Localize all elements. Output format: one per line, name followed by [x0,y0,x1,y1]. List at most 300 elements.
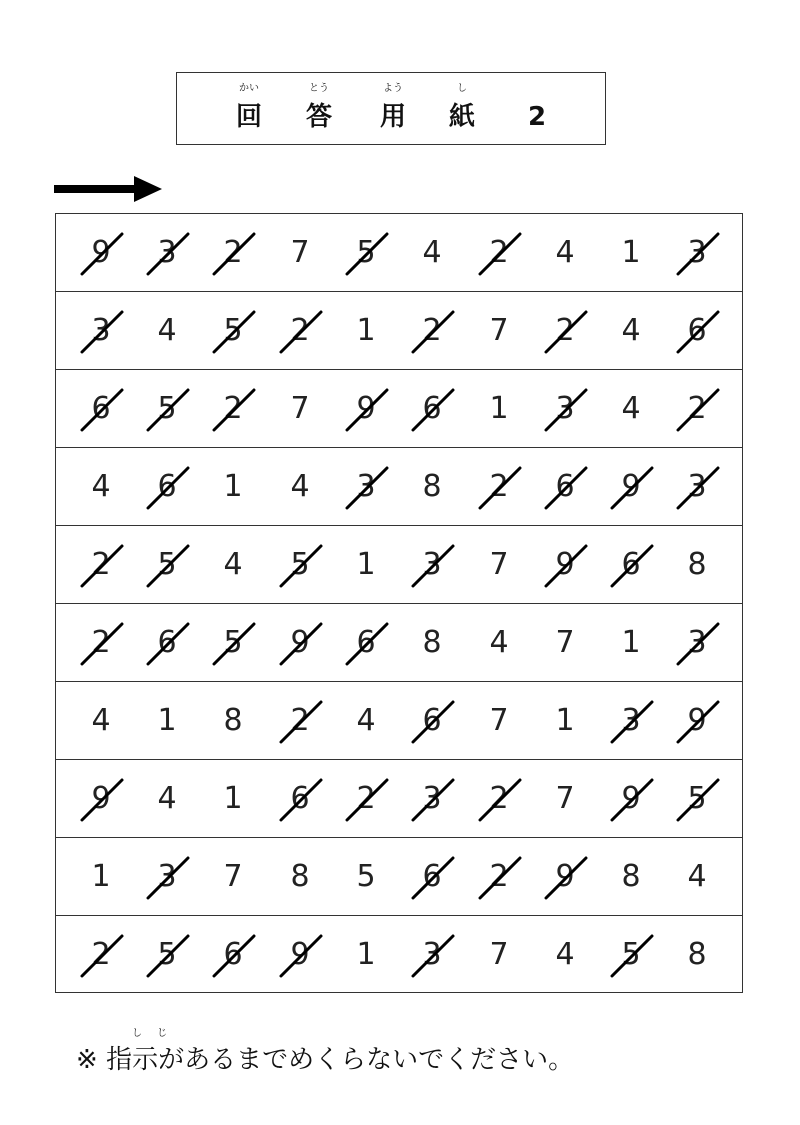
digit: 9 [555,547,575,582]
title-char [442,83,482,133]
strike-mark [76,540,126,590]
strike-line [214,624,254,664]
digit-cell [68,292,134,370]
title-ruby: よう [383,83,403,94]
strike-mark [275,306,325,356]
digit: 8 [621,859,641,894]
strike-mark [606,462,656,512]
strike-line [82,780,122,820]
answer-grid [55,213,743,993]
digit: 3 [621,703,641,738]
grid-row [56,448,742,526]
digit: 6 [91,391,111,426]
digit: 1 [621,235,641,270]
strike-line [214,936,254,976]
digit-cell [134,526,200,604]
digit-cell [267,916,333,994]
digit: 6 [223,937,243,972]
digit: 9 [91,781,111,816]
strike-mark [407,540,457,590]
digit: 1 [223,469,243,504]
digit-cell [134,916,200,994]
grid-row [56,526,742,604]
title-char-text: 用 [379,102,406,132]
strike-mark [275,930,325,980]
strike-line [347,780,387,820]
strike-line [612,936,652,976]
digit: 4 [157,313,177,348]
digit: 6 [422,703,442,738]
digit: 9 [555,859,575,894]
digit-cell [664,214,730,292]
title-char [229,83,269,133]
strike-line [546,546,586,586]
digit: 5 [223,625,243,660]
strike-line [612,780,652,820]
digit: 6 [356,625,376,660]
digit-cell [267,526,333,604]
digit: 2 [356,781,376,816]
digit: 8 [422,625,442,660]
digit-cell [466,682,532,760]
digit-cell [333,916,399,994]
digit: 5 [356,859,376,894]
right-arrow-icon [54,176,164,202]
strike-line [82,624,122,664]
digit: 6 [621,547,641,582]
strike-mark [606,774,656,824]
strike-mark [407,306,457,356]
strike-line [281,780,321,820]
digit-cell [532,214,598,292]
digit-cell [200,760,266,838]
strike-mark [474,852,524,902]
strike-line [612,468,652,508]
digit-cell [333,214,399,292]
digit-cell [200,604,266,682]
digit: 7 [290,235,310,270]
strike-mark [474,228,524,278]
strike-line [281,546,321,586]
digit: 4 [687,859,707,894]
digit-cell [134,760,200,838]
strike-mark [142,930,192,980]
digit: 3 [157,235,177,270]
digit: 4 [489,625,509,660]
digit-cell [68,370,134,448]
digit: 7 [489,937,509,972]
note-text: 指示があるまでめくらないでください。 [106,1045,575,1075]
digit-cell [333,838,399,916]
digit: 3 [157,859,177,894]
strike-mark [208,228,258,278]
digit-cell [598,682,664,760]
digit: 3 [687,235,707,270]
title-char [517,101,557,133]
digit-cell [68,448,134,526]
digit-cell [399,604,465,682]
digit: 9 [356,391,376,426]
digit-cell [68,916,134,994]
strike-mark [341,462,391,512]
digit-cell [333,370,399,448]
strike-mark [341,384,391,434]
digit-cell [466,526,532,604]
note-mark: ※ [76,1045,98,1075]
grid-row [56,292,742,370]
digit-cell [200,448,266,526]
digit: 1 [91,859,111,894]
strike-line [480,780,520,820]
digit: 4 [555,937,575,972]
digit: 1 [555,703,575,738]
strike-line [413,858,453,898]
digit-cell [664,838,730,916]
strike-mark [142,618,192,668]
strike-line [678,468,718,508]
strike-line [546,858,586,898]
strike-line [678,624,718,664]
digit-cell [532,526,598,604]
digit: 5 [687,781,707,816]
strike-line [546,468,586,508]
title-ruby: かい [239,83,259,94]
strike-mark [142,384,192,434]
strike-line [214,390,254,430]
digit-cell [134,214,200,292]
digit: 3 [555,391,575,426]
strike-mark [142,852,192,902]
title-char [373,83,413,133]
digit: 2 [91,937,111,972]
digit-cell [598,214,664,292]
digit: 1 [223,781,243,816]
strike-line [148,468,188,508]
digit: 4 [290,469,310,504]
strike-line [678,702,718,742]
digit-cell [532,370,598,448]
strike-line [480,858,520,898]
digit: 5 [157,937,177,972]
digit: 6 [157,469,177,504]
strike-line [82,936,122,976]
digit-cell [68,526,134,604]
digit-cell [466,292,532,370]
strike-line [347,624,387,664]
digit-cell [598,916,664,994]
strike-mark [208,306,258,356]
digit-cell [466,760,532,838]
strike-line [148,390,188,430]
strike-line [148,936,188,976]
strike-line [678,780,718,820]
digit: 9 [91,235,111,270]
digit-cell [399,214,465,292]
strike-line [148,858,188,898]
digit-cell [598,838,664,916]
digit-cell [466,370,532,448]
digit: 9 [621,781,641,816]
digit: 9 [621,469,641,504]
strike-line [281,312,321,352]
title-char-text: 2 [527,102,547,132]
digit: 1 [356,937,376,972]
digit: 5 [157,547,177,582]
digit: 6 [157,625,177,660]
digit-cell [399,682,465,760]
strike-mark [474,774,524,824]
strike-mark [76,306,126,356]
strike-mark [407,696,457,746]
grid-row [56,760,742,838]
instruction-note [76,1040,756,1080]
digit-cell [267,370,333,448]
strike-mark [672,696,722,746]
strike-mark [606,930,656,980]
strike-line [413,390,453,430]
digit: 8 [687,547,707,582]
digit-cell [466,916,532,994]
title-char-text: 回 [235,102,262,132]
strike-mark [76,384,126,434]
digit: 6 [687,313,707,348]
digit-cell [267,214,333,292]
digit-cell [200,838,266,916]
digit-cell [399,448,465,526]
digit: 2 [290,703,310,738]
strike-line [413,312,453,352]
digit-cell [466,448,532,526]
digit: 6 [422,859,442,894]
digit-cell [532,838,598,916]
digit: 4 [157,781,177,816]
digit-cell [399,760,465,838]
strike-mark [76,618,126,668]
strike-mark [672,384,722,434]
strike-mark [275,696,325,746]
digit: 7 [555,625,575,660]
digit: 8 [290,859,310,894]
strike-mark [208,384,258,434]
strike-line [281,702,321,742]
digit: 7 [555,781,575,816]
strike-line [546,312,586,352]
title-char-text: 紙 [448,102,475,132]
page-title [177,73,605,144]
digit-cell [333,526,399,604]
digit-cell [532,682,598,760]
digit: 7 [489,313,509,348]
digit-cell [466,838,532,916]
digit: 5 [290,547,310,582]
title-ruby: し [457,83,467,94]
title-char-text: 答 [305,102,332,132]
strike-mark [341,618,391,668]
digit: 2 [687,391,707,426]
digit-cell [664,526,730,604]
digit-cell [68,604,134,682]
strike-mark [540,306,590,356]
strike-line [413,936,453,976]
strike-mark [672,618,722,668]
strike-line [148,234,188,274]
strike-line [148,546,188,586]
digit: 2 [223,235,243,270]
digit: 6 [290,781,310,816]
digit-cell [134,292,200,370]
strike-mark [540,462,590,512]
digit: 1 [621,625,641,660]
strike-line [678,390,718,430]
digit-cell [664,760,730,838]
digit: 5 [356,235,376,270]
digit: 2 [290,313,310,348]
strike-mark [275,618,325,668]
note-ruby: し じ [132,1028,174,1039]
digit: 3 [91,313,111,348]
digit-cell [134,604,200,682]
digit-cell [134,448,200,526]
strike-mark [606,540,656,590]
strike-line [82,390,122,430]
digit: 2 [489,859,509,894]
digit-cell [333,292,399,370]
digit: 3 [422,781,442,816]
digit: 4 [91,469,111,504]
strike-mark [407,930,457,980]
strike-mark [208,618,258,668]
digit: 2 [555,313,575,348]
digit: 3 [422,937,442,972]
strike-mark [275,774,325,824]
strike-line [347,390,387,430]
digit-cell [664,370,730,448]
digit: 4 [621,391,641,426]
digit: 6 [555,469,575,504]
digit: 2 [489,469,509,504]
grid-row [56,916,742,994]
digit: 2 [489,235,509,270]
strike-line [82,312,122,352]
digit: 2 [91,625,111,660]
digit: 1 [157,703,177,738]
digit-cell [664,604,730,682]
digit: 9 [290,625,310,660]
digit-cell [200,292,266,370]
digit: 2 [422,313,442,348]
digit-cell [333,682,399,760]
strike-mark [474,462,524,512]
strike-line [480,234,520,274]
digit: 2 [489,781,509,816]
strike-mark [407,852,457,902]
grid-row [56,214,742,292]
digit: 2 [223,391,243,426]
digit: 4 [621,313,641,348]
digit-cell [134,682,200,760]
digit: 5 [621,937,641,972]
strike-line [281,624,321,664]
digit: 4 [555,235,575,270]
strike-line [612,546,652,586]
digit: 9 [290,937,310,972]
strike-mark [142,540,192,590]
digit-cell [532,292,598,370]
strike-mark [407,774,457,824]
digit-cell [598,604,664,682]
digit-cell [267,292,333,370]
digit-cell [200,214,266,292]
strike-mark [540,384,590,434]
strike-line [612,702,652,742]
digit-cell [399,838,465,916]
digit: 4 [223,547,243,582]
strike-mark [672,306,722,356]
strike-line [214,312,254,352]
digit-cell [664,916,730,994]
digit-cell [68,838,134,916]
digit-cell [466,604,532,682]
digit: 4 [91,703,111,738]
digit-cell [267,760,333,838]
digit-cell [68,214,134,292]
digit: 8 [422,469,442,504]
strike-mark [606,696,656,746]
grid-row [56,604,742,682]
digit-cell [664,682,730,760]
digit: 6 [422,391,442,426]
digit: 8 [687,937,707,972]
title-box [176,72,606,145]
digit: 5 [223,313,243,348]
strike-mark [76,930,126,980]
digit-cell [134,838,200,916]
strike-mark [407,384,457,434]
digit-cell [598,292,664,370]
strike-line [413,702,453,742]
strike-line [413,546,453,586]
digit: 3 [687,469,707,504]
digit-cell [664,292,730,370]
digit: 7 [489,703,509,738]
strike-mark [341,774,391,824]
digit: 2 [91,547,111,582]
digit-cell [267,682,333,760]
strike-mark [142,228,192,278]
digit-cell [200,682,266,760]
strike-line [214,234,254,274]
digit: 1 [489,391,509,426]
digit-cell [333,604,399,682]
digit: 7 [290,391,310,426]
title-ruby: とう [309,83,329,94]
digit-cell [532,916,598,994]
digit: 1 [356,547,376,582]
digit: 5 [157,391,177,426]
digit-cell [134,370,200,448]
digit: 1 [356,313,376,348]
digit-cell [333,448,399,526]
strike-line [347,468,387,508]
strike-line [82,234,122,274]
digit-cell [598,526,664,604]
digit-cell [333,760,399,838]
grid-row [56,682,742,760]
digit-cell [598,370,664,448]
strike-line [678,234,718,274]
digit-cell [532,604,598,682]
digit-cell [532,448,598,526]
